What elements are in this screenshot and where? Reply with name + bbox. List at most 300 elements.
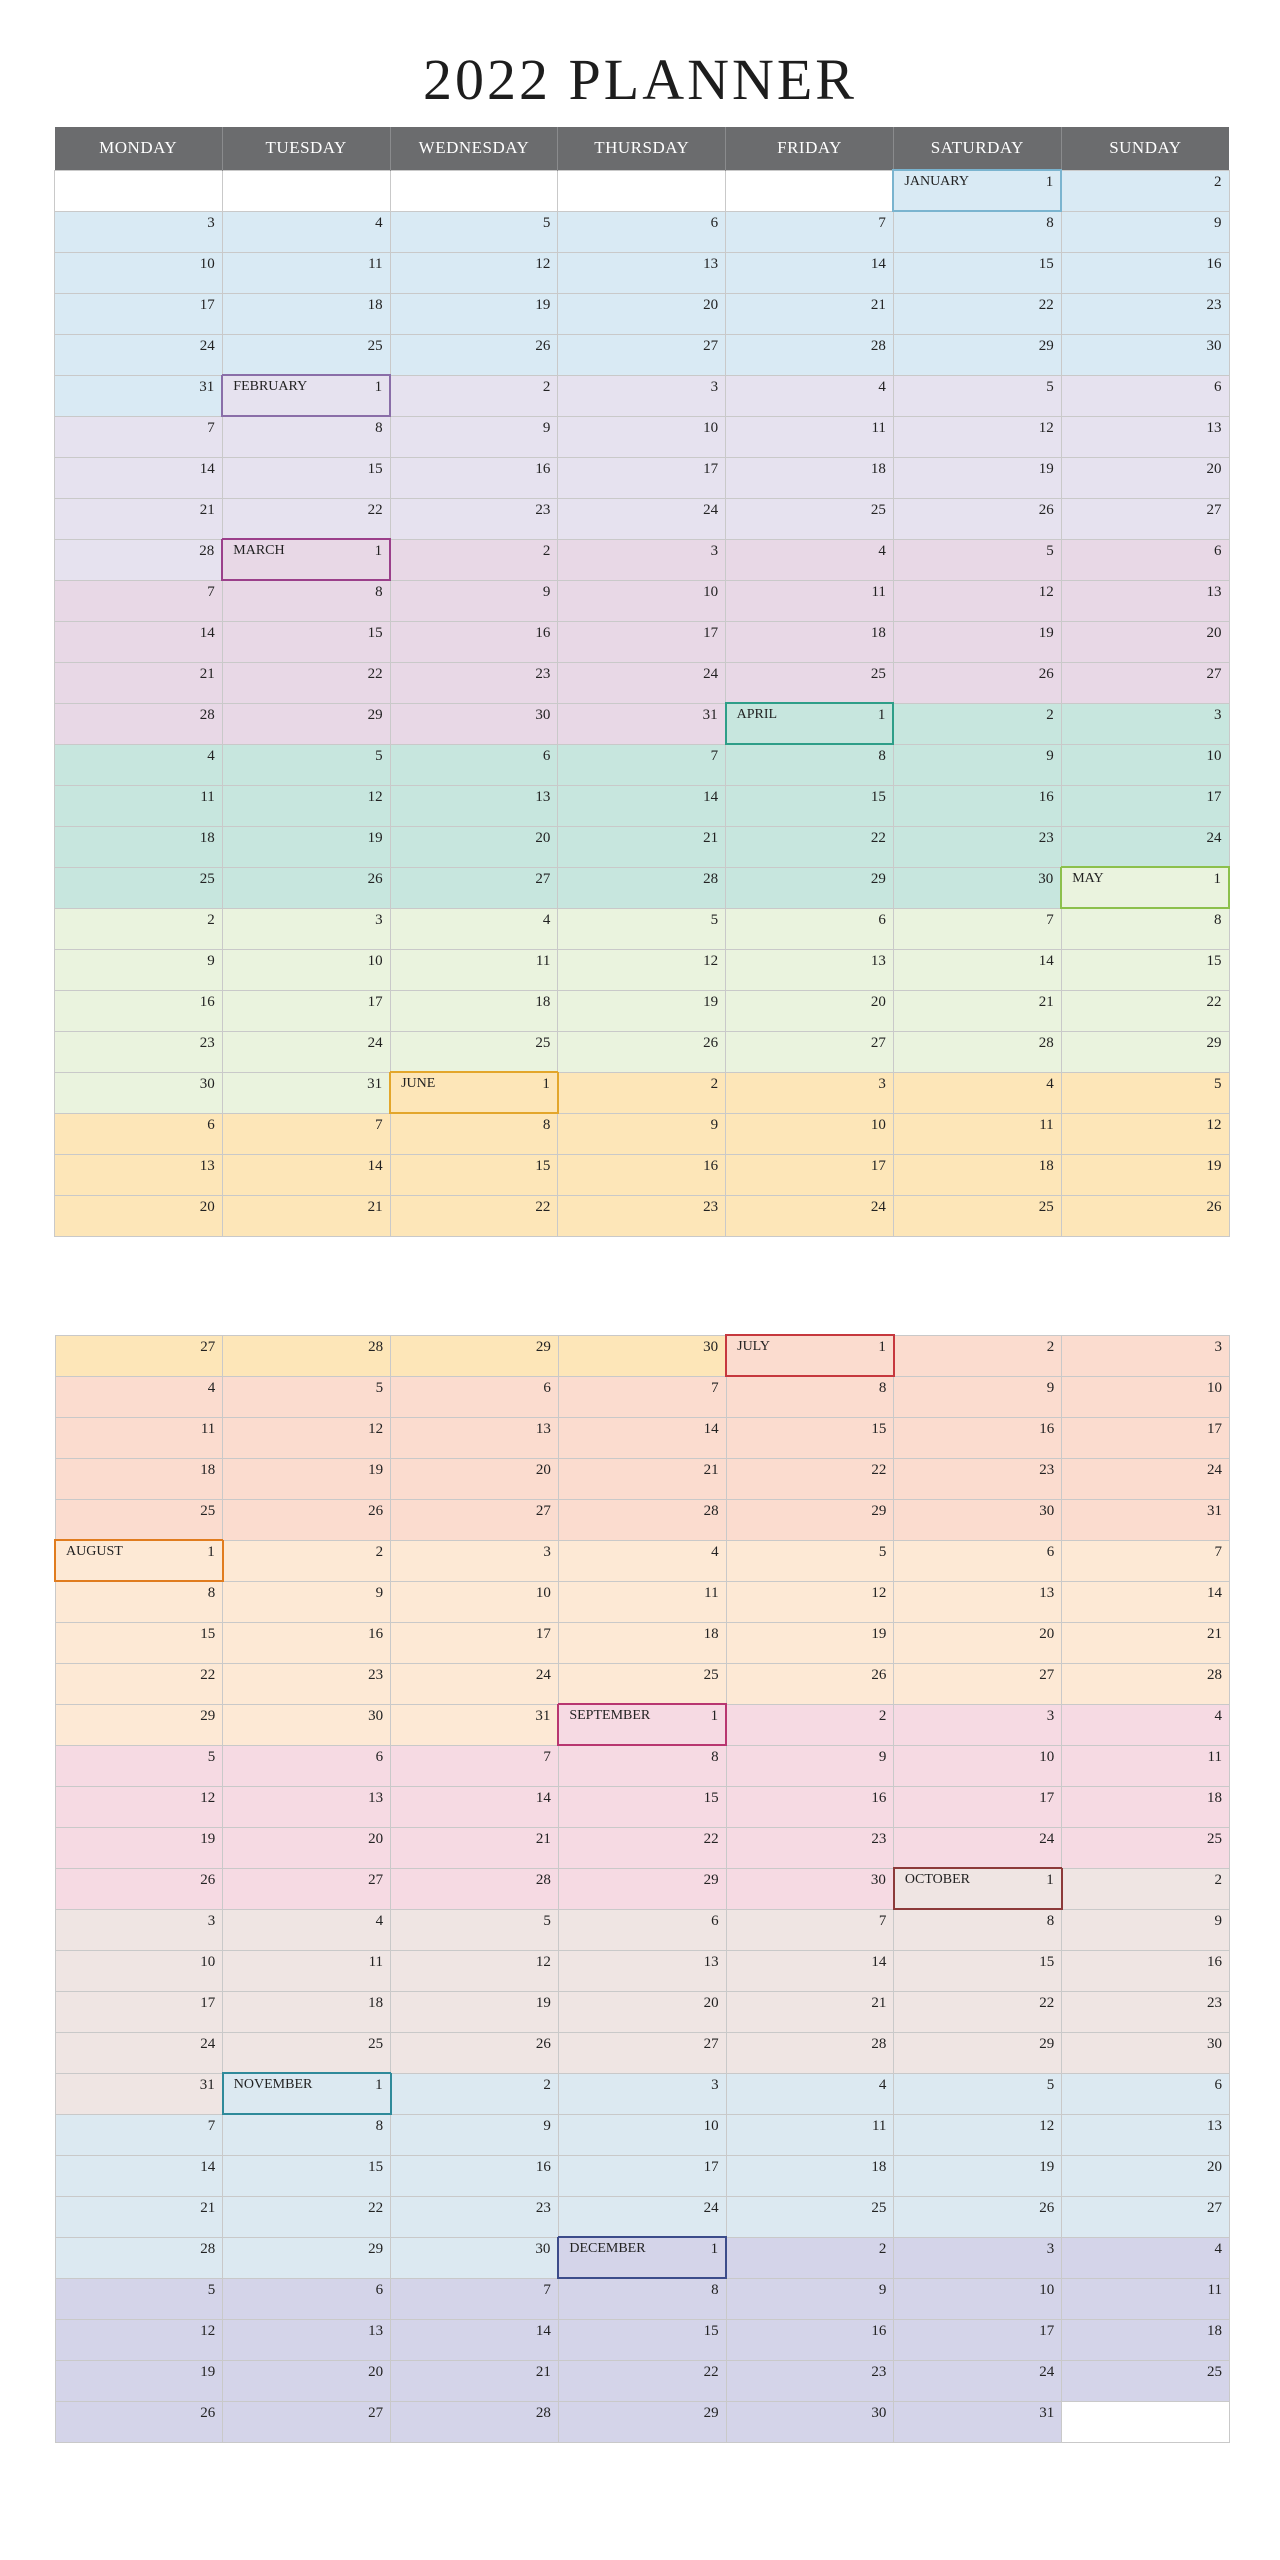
day-cell (390, 580, 558, 621)
day-number: 23 (368, 1666, 384, 1683)
day-number: 24 (535, 1666, 551, 1683)
day-number: 20 (368, 2363, 384, 2380)
day-number: 28 (535, 2404, 551, 2421)
day-cell (726, 1827, 894, 1868)
day-number: 16 (1038, 788, 1054, 805)
day-cell (55, 334, 223, 375)
day-cell (391, 1827, 559, 1868)
day-number: 14 (367, 1157, 383, 1174)
day-cell (558, 1827, 726, 1868)
week-row (55, 908, 1230, 949)
day-cell (1062, 1786, 1230, 1827)
day-number: 16 (535, 460, 551, 477)
day-number: 17 (200, 1994, 216, 2011)
day-cell (390, 949, 558, 990)
day-cell (1061, 744, 1229, 785)
day-number: 6 (207, 1116, 215, 1133)
day-number: 2 (375, 1543, 384, 1560)
weekday-header: TUESDAY (222, 127, 390, 170)
day-cell (390, 662, 558, 703)
day-number: 3 (710, 378, 719, 395)
day-cell (558, 334, 726, 375)
day-cell (55, 826, 223, 867)
day-cell (55, 457, 223, 498)
day-cell (894, 1950, 1062, 1991)
day-number: 2 (878, 1707, 887, 1724)
day-number: 9 (542, 419, 551, 436)
day-cell (223, 1663, 391, 1704)
day-number: 8 (1046, 215, 1054, 231)
day-cell (558, 1113, 726, 1154)
day-cell (558, 2401, 726, 2442)
day-cell (1061, 1113, 1229, 1154)
day-cell (223, 1417, 391, 1458)
day-number: 25 (703, 1666, 719, 1683)
week-row (55, 703, 1230, 744)
day-cell (893, 1113, 1061, 1154)
day-cell (391, 2196, 559, 2237)
day-cell (1062, 1909, 1230, 1950)
day-number: 29 (1038, 337, 1054, 354)
day-number: 15 (703, 2322, 719, 2339)
day-cell (726, 1704, 894, 1745)
week-row (55, 1663, 1230, 1704)
day-number: 24 (200, 2035, 216, 2052)
day-cell (558, 1745, 726, 1786)
day-number: 22 (871, 1461, 887, 1478)
day-cell (726, 416, 894, 457)
day-number: 30 (1039, 1502, 1055, 1519)
day-cell (223, 2196, 391, 2237)
month-start-cell (55, 1540, 223, 1581)
day-cell (558, 1195, 726, 1236)
day-cell (558, 1663, 726, 1704)
day-number: 29 (703, 2404, 719, 2421)
day-cell (893, 621, 1061, 662)
day-cell (894, 2196, 1062, 2237)
day-cell (726, 252, 894, 293)
day-number: 12 (535, 1953, 551, 1970)
day-number: 30 (703, 1338, 719, 1355)
day-number: 4 (1214, 1707, 1222, 1724)
day-cell (55, 1704, 223, 1745)
empty-cell (726, 170, 894, 211)
day-cell (55, 498, 223, 539)
day-cell (726, 1581, 894, 1622)
day-cell (390, 867, 558, 908)
day-number: 30 (870, 1871, 886, 1888)
day-cell (391, 1540, 559, 1581)
day-number: 12 (703, 952, 719, 969)
day-number: 23 (199, 1034, 215, 1051)
day-number: 13 (870, 952, 886, 969)
day-cell (55, 2155, 223, 2196)
day-cell (894, 1581, 1062, 1622)
day-cell (1062, 2073, 1230, 2114)
day-number: 20 (368, 1830, 384, 1847)
day-number: 7 (375, 1116, 383, 1133)
day-number: 15 (1206, 952, 1222, 969)
day-number: 26 (367, 870, 383, 887)
day-cell (558, 375, 726, 416)
day-cell (223, 1458, 391, 1499)
day-cell (55, 2237, 223, 2278)
day-number: 2 (710, 1075, 719, 1092)
day-number: 12 (871, 1584, 887, 1601)
day-cell (391, 2032, 559, 2073)
day-number: 12 (368, 1420, 384, 1437)
day-cell (726, 1417, 894, 1458)
day-number: 15 (368, 2158, 384, 2175)
day-cell (726, 2155, 894, 2196)
day-cell (558, 949, 726, 990)
month-start-cell (222, 539, 390, 580)
day-number: 11 (1207, 2281, 1222, 2298)
day-cell (55, 2319, 223, 2360)
day-cell (726, 826, 894, 867)
month-label: MAY (1072, 871, 1104, 886)
day-cell (558, 1581, 726, 1622)
day-number: 26 (535, 337, 551, 354)
day-number: 28 (703, 870, 719, 887)
day-number: 1 (375, 2077, 383, 2093)
day-cell (390, 703, 558, 744)
day-number: 17 (1039, 2322, 1055, 2339)
day-cell (726, 785, 894, 826)
day-number: 16 (535, 2158, 551, 2175)
day-cell (55, 1154, 223, 1195)
weekday-header: SATURDAY (893, 127, 1061, 170)
day-number: 24 (199, 337, 215, 354)
day-cell (391, 1704, 559, 1745)
day-number: 21 (871, 1994, 887, 2011)
day-number: 22 (1038, 296, 1054, 313)
day-number: 7 (207, 2117, 216, 2134)
week-row (55, 1458, 1230, 1499)
day-cell (894, 1663, 1062, 1704)
day-cell (55, 2360, 223, 2401)
day-cell (223, 2237, 391, 2278)
day-number: 14 (535, 1789, 551, 1806)
day-cell (726, 457, 894, 498)
day-number: 13 (1206, 583, 1222, 600)
day-cell (390, 334, 558, 375)
day-number: 30 (368, 1707, 384, 1724)
day-cell (1061, 457, 1229, 498)
day-cell (222, 457, 390, 498)
day-number: 23 (871, 2363, 887, 2380)
day-cell (391, 1458, 559, 1499)
weekday-header: WEDNESDAY (390, 127, 558, 170)
day-number: 28 (871, 2035, 887, 2052)
month-start-cell (1061, 867, 1229, 908)
day-cell (223, 1827, 391, 1868)
day-number: 27 (368, 2404, 384, 2421)
day-number: 1 (1045, 174, 1054, 190)
day-number: 18 (535, 993, 551, 1010)
day-number: 25 (367, 337, 383, 354)
day-number: 28 (703, 1502, 719, 1519)
day-number: 8 (878, 748, 886, 764)
day-cell (223, 2319, 391, 2360)
day-cell (894, 1827, 1062, 1868)
day-number: 2 (542, 542, 551, 559)
day-cell (558, 2114, 726, 2155)
day-cell (1061, 334, 1229, 375)
day-number: 27 (870, 1034, 886, 1051)
month-label: APRIL (736, 707, 778, 722)
day-cell (1061, 293, 1229, 334)
week-row (55, 539, 1230, 580)
day-number: 2 (1214, 173, 1222, 190)
day-cell (55, 1072, 223, 1113)
day-cell (223, 1335, 391, 1376)
week-row (55, 2319, 1230, 2360)
day-number: 4 (542, 911, 551, 928)
day-number: 1 (710, 1708, 719, 1724)
day-number: 17 (870, 1157, 886, 1174)
week-row (55, 1540, 1230, 1581)
day-number: 18 (368, 1994, 384, 2011)
day-number: 17 (535, 1625, 551, 1642)
day-number: 30 (199, 1075, 215, 1092)
day-number: 19 (368, 1461, 384, 1478)
month-start-cell (222, 375, 390, 416)
day-cell (558, 1991, 726, 2032)
day-cell (55, 1417, 223, 1458)
day-cell (726, 2073, 894, 2114)
month-label: JANUARY (904, 174, 969, 189)
day-number: 29 (870, 870, 886, 887)
day-number: 25 (1207, 1830, 1222, 1847)
day-number: 10 (703, 419, 719, 436)
day-cell (390, 375, 558, 416)
day-cell (558, 908, 726, 949)
day-number: 9 (207, 952, 215, 969)
day-number: 12 (1206, 1116, 1222, 1133)
day-number: 15 (1039, 1953, 1055, 1970)
day-number: 13 (1039, 1584, 1055, 1601)
day-number: 26 (1038, 501, 1054, 518)
day-number: 18 (703, 1625, 719, 1642)
day-number: 8 (542, 1117, 551, 1133)
day-number: 19 (200, 2363, 216, 2380)
day-number: 23 (1207, 1994, 1222, 2011)
day-cell (223, 2032, 391, 2073)
day-cell (726, 1663, 894, 1704)
month-start-cell (558, 2237, 726, 2278)
day-cell (894, 2155, 1062, 2196)
day-cell (55, 252, 223, 293)
day-number: 12 (535, 255, 551, 272)
day-number: 31 (199, 378, 215, 395)
day-cell (893, 252, 1061, 293)
week-row (55, 1704, 1230, 1745)
day-cell (1062, 1458, 1230, 1499)
day-cell (391, 1950, 559, 1991)
day-cell (390, 416, 558, 457)
day-cell (726, 293, 894, 334)
day-cell (1061, 252, 1229, 293)
day-number: 6 (710, 214, 719, 231)
day-number: 26 (871, 1666, 887, 1683)
week-row (55, 867, 1230, 908)
day-cell (222, 949, 390, 990)
day-cell (55, 1376, 223, 1417)
day-cell (558, 457, 726, 498)
day-cell (222, 580, 390, 621)
day-number: 7 (543, 1748, 551, 1765)
day-number: 20 (1207, 2158, 1222, 2175)
day-number: 7 (207, 419, 215, 436)
day-number: 12 (367, 788, 383, 805)
day-number: 30 (1038, 870, 1054, 887)
day-cell (222, 867, 390, 908)
day-cell (55, 211, 223, 252)
calendar-weeks (55, 1335, 1230, 2442)
day-cell (222, 908, 390, 949)
day-number: 7 (1214, 1543, 1222, 1560)
day-number: 3 (207, 1912, 216, 1929)
day-number: 7 (710, 747, 719, 764)
day-cell (1061, 170, 1229, 211)
day-cell (893, 211, 1061, 252)
day-cell (55, 1868, 223, 1909)
day-cell (1061, 908, 1229, 949)
day-cell (391, 1868, 559, 1909)
day-number: 23 (1038, 829, 1054, 846)
day-number: 25 (1038, 1198, 1054, 1215)
day-number: 10 (703, 583, 719, 600)
day-number: 31 (199, 2076, 215, 2093)
day-number: 28 (200, 2240, 216, 2257)
day-number: 1 (542, 1076, 550, 1092)
day-cell (726, 1376, 894, 1417)
day-number: 5 (207, 2281, 216, 2298)
day-cell (1062, 1622, 1230, 1663)
day-number: 5 (543, 1912, 551, 1929)
week-row (55, 1622, 1230, 1663)
day-cell (391, 1991, 559, 2032)
day-cell (223, 1909, 391, 1950)
day-number: 25 (368, 2035, 384, 2052)
day-cell (1061, 826, 1229, 867)
day-cell (1062, 1663, 1230, 1704)
day-number: 18 (200, 1461, 216, 1478)
week-row (55, 375, 1230, 416)
day-number: 1 (374, 543, 383, 559)
day-number: 19 (535, 296, 551, 313)
day-number: 30 (1206, 337, 1222, 354)
day-cell (55, 2073, 223, 2114)
day-number: 8 (375, 584, 383, 600)
day-number: 29 (535, 1338, 551, 1355)
weekday-header-row (55, 127, 1230, 170)
day-number: 15 (367, 624, 383, 641)
day-number: 23 (703, 1198, 719, 1215)
day-number: 9 (878, 2281, 887, 2298)
day-number: 31 (367, 1075, 383, 1092)
day-cell (894, 2114, 1062, 2155)
day-cell (391, 2237, 559, 2278)
day-number: 20 (703, 296, 719, 313)
day-cell (55, 2401, 223, 2442)
day-cell (894, 2319, 1062, 2360)
week-row (55, 621, 1230, 662)
day-cell (893, 703, 1061, 744)
day-number: 8 (711, 1749, 719, 1765)
week-row (55, 2196, 1230, 2237)
day-number: 1 (878, 1339, 886, 1355)
day-cell (894, 2032, 1062, 2073)
day-number: 5 (542, 214, 551, 231)
day-cell (893, 580, 1061, 621)
day-cell (1062, 2360, 1230, 2401)
month-start-cell (390, 1072, 558, 1113)
day-number: 29 (368, 2240, 384, 2257)
day-cell (894, 2401, 1062, 2442)
day-number: 30 (535, 2240, 551, 2257)
day-number: 29 (871, 1502, 887, 1519)
day-number: 24 (1206, 829, 1222, 846)
day-cell (893, 375, 1061, 416)
day-cell (391, 2360, 559, 2401)
day-cell (894, 2360, 1062, 2401)
day-number: 17 (1039, 1789, 1055, 1806)
day-number: 11 (704, 1584, 719, 1601)
month-label: OCTOBER (904, 1872, 970, 1887)
day-number: 26 (200, 2404, 216, 2421)
day-number: 7 (878, 214, 886, 231)
day-cell (391, 2155, 559, 2196)
day-cell (726, 2360, 894, 2401)
day-cell (558, 1499, 726, 1540)
day-cell (223, 1622, 391, 1663)
week-row (55, 1113, 1230, 1154)
day-number: 10 (1039, 1748, 1055, 1765)
week-row (55, 1868, 1230, 1909)
month-label: NOVEMBER (233, 2077, 313, 2092)
day-cell (893, 1072, 1061, 1113)
day-number: 5 (1046, 542, 1054, 559)
week-row (55, 498, 1230, 539)
day-cell (893, 539, 1061, 580)
day-number: 27 (1207, 2199, 1222, 2216)
day-number: 28 (199, 542, 215, 559)
day-number: 14 (870, 255, 886, 272)
day-cell (1062, 1581, 1230, 1622)
day-number: 13 (368, 1789, 384, 1806)
day-cell (1062, 1417, 1230, 1458)
day-cell (894, 1745, 1062, 1786)
day-number: 29 (1206, 1034, 1222, 1051)
day-number: 21 (535, 2363, 551, 2380)
day-cell (726, 621, 894, 662)
day-number: 8 (207, 1585, 216, 1601)
day-number: 27 (1206, 665, 1222, 682)
day-cell (558, 662, 726, 703)
day-cell (390, 621, 558, 662)
day-cell (222, 1195, 390, 1236)
month-label: JULY (737, 1339, 770, 1354)
day-number: 16 (368, 1625, 384, 1642)
day-number: 12 (1038, 419, 1054, 436)
day-number: 16 (703, 1157, 719, 1174)
day-cell (558, 2278, 726, 2319)
day-cell (390, 1195, 558, 1236)
day-number: 1 (1213, 871, 1221, 887)
day-number: 20 (870, 993, 886, 1010)
